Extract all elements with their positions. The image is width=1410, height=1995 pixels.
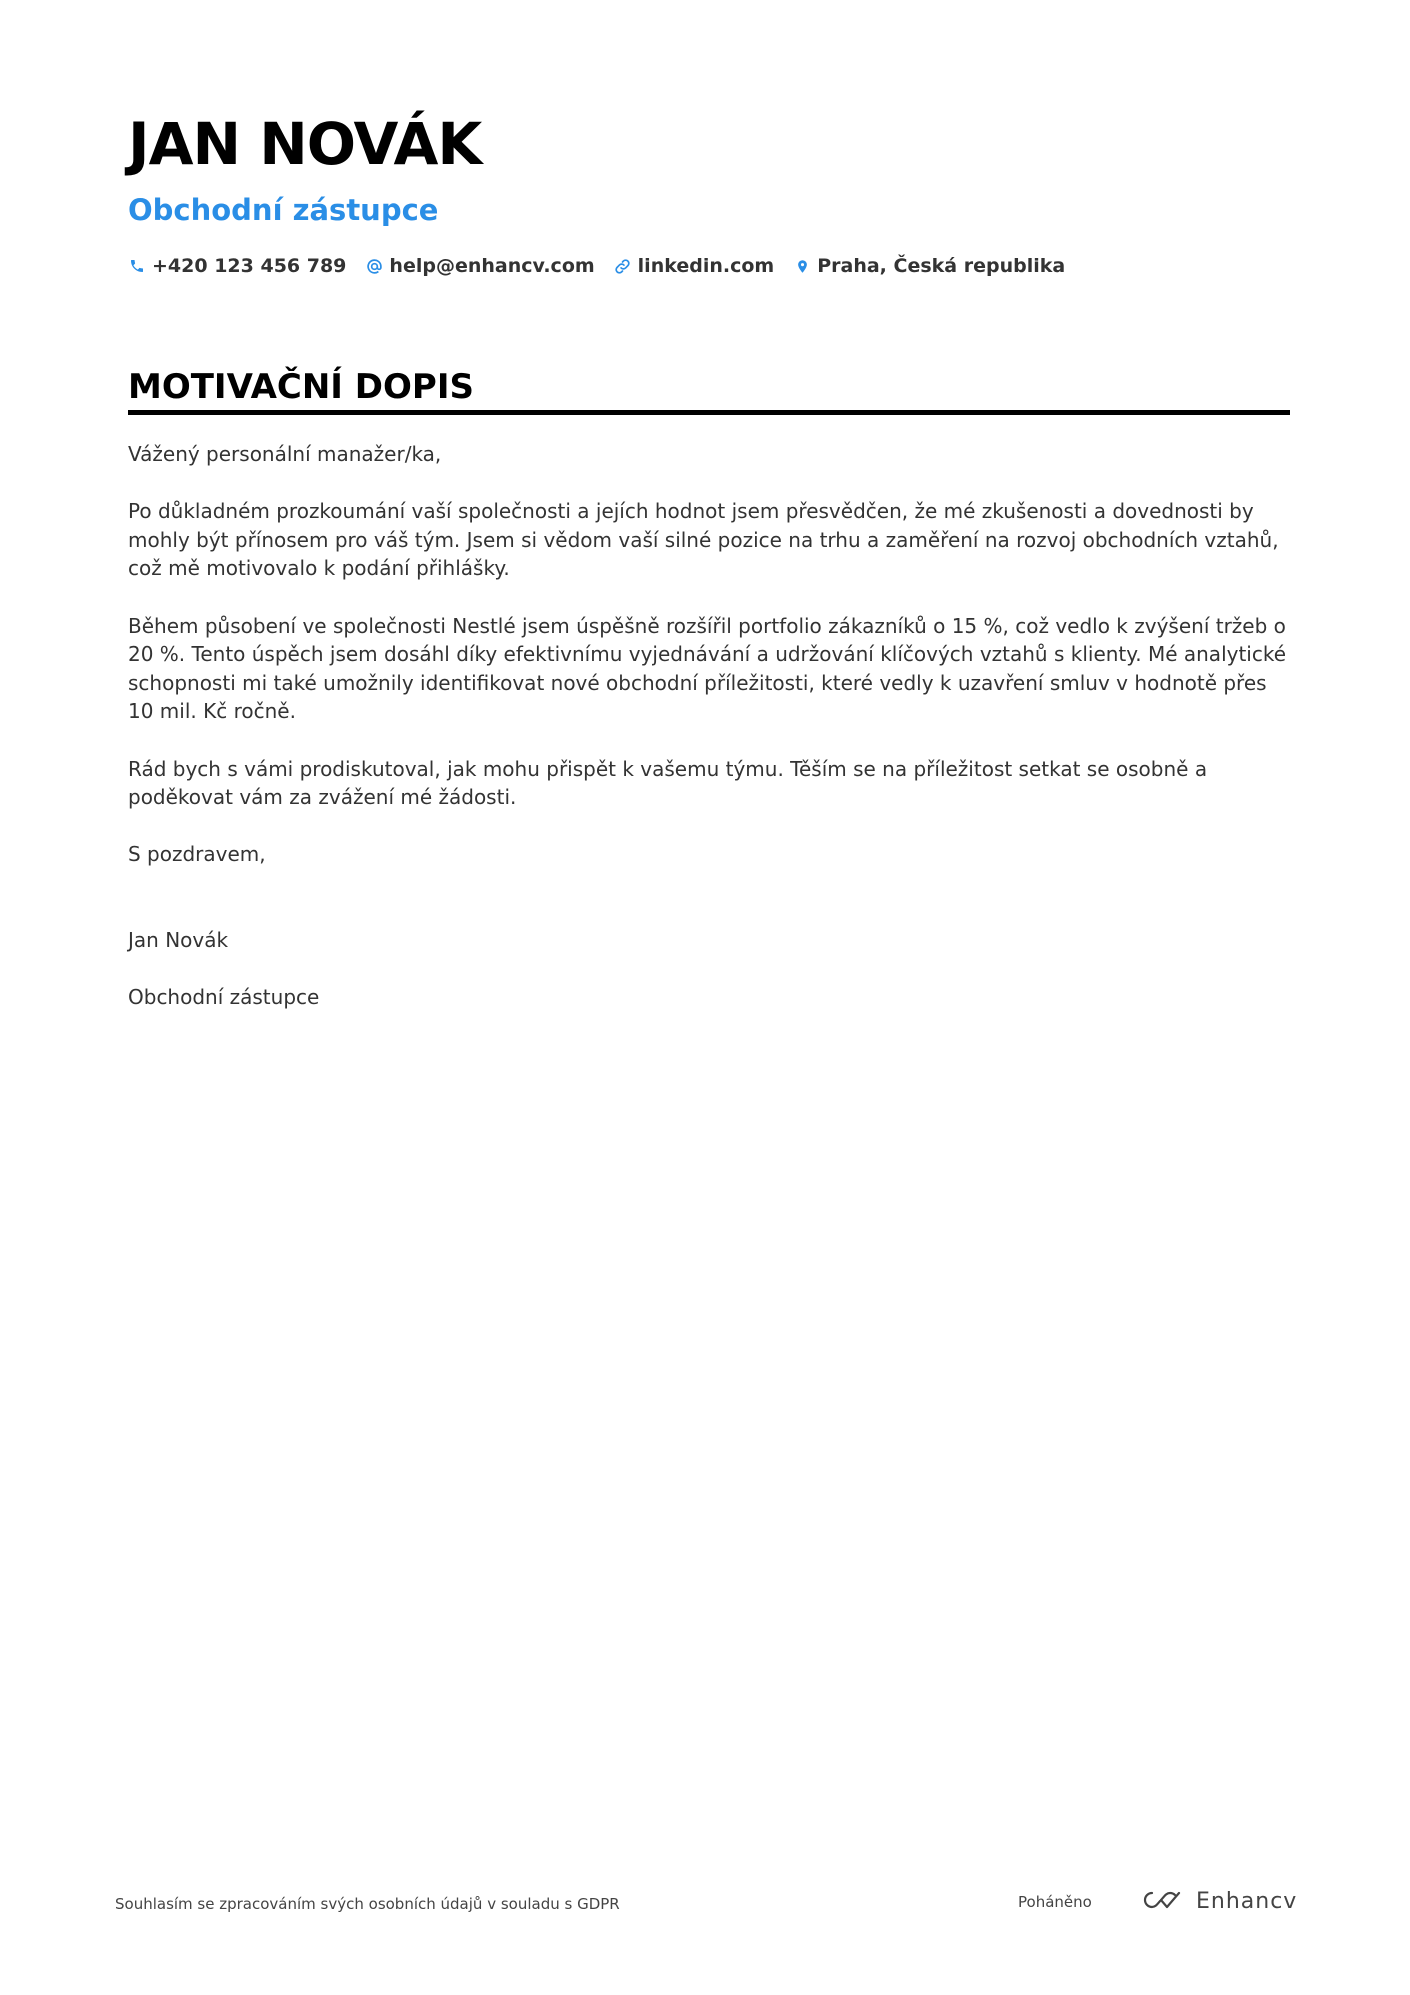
contact-phone[interactable] (128, 253, 346, 279)
phone-icon (128, 257, 146, 275)
contact-location-text: Praha, Česká republika (817, 255, 1066, 277)
link-icon (614, 257, 632, 275)
letter-body (128, 440, 1290, 1040)
letter-paragraph-1: Po důkladném prozkoumání vaší společnosti a jejích hodnot jsem přesvědčen, že mé zkušenosti a dovednosti by mohly být přínosem pro váš tým. Jsem si vědom vaší silné pozice na trhu a zaměření na rozvoj obchodních vztahů, což mě motivovalo k podání přihlášky. (128, 499, 1279, 581)
contact-email[interactable] (365, 253, 594, 279)
letter-greeting: Vážený personální manažer/ka, (128, 442, 442, 466)
letter-paragraph-3: Rád bych s vámi prodiskutoval, jak mohu přispět k vašemu týmu. Těším se na příležitost setkat se osobně a poděkovat vám za zvážení mé žádosti. (128, 756, 1208, 810)
signature-spacer (128, 898, 1290, 927)
job-title: Obchodní zástupce (128, 193, 439, 227)
contact-location (793, 253, 1065, 279)
signature-name: Jan Novák (128, 928, 229, 953)
enhancv-logo[interactable] (1138, 1887, 1297, 1917)
letter-paragraph-2: Během působení ve společnosti Nestlé jsem úspěšně rozšířil portfolio zákazníků o 15 %, což vedlo k zvýšení tržeb o 20 %. Tento úspěch jsem dosáhl díky efektivnímu vyjednávání a udržování klíčových vztahů s klienty. Mé analytické schopnosti mi také umožnily identifikovat nové obchodní příležitosti, které vedly k uzavření smluv v hodnotě přes 10 mil. Kč ročně. (128, 613, 1287, 724)
enhancv-logo-icon (1138, 1888, 1184, 1916)
signature-title: Obchodní zástupce (128, 985, 320, 1010)
section-divider (128, 410, 1290, 415)
contact-email-text: help@enhancv.com (389, 255, 595, 277)
section-title: MOTIVAČNÍ DOPIS (128, 367, 474, 407)
location-pin-icon (793, 257, 811, 275)
gdpr-consent-text: Souhlasím se zpracováním svých osobních údajů v souladu s GDPR (115, 1895, 620, 1913)
enhancv-logo-text: Enhancv (1196, 1889, 1298, 1914)
contact-phone-text: +420 123 456 789 (152, 255, 347, 277)
powered-by-label: Poháněno (1018, 1893, 1092, 1911)
contact-linkedin-text: linkedin.com (637, 255, 775, 277)
at-icon (365, 257, 383, 275)
contact-bar (128, 253, 1084, 279)
contact-linkedin[interactable] (614, 253, 775, 279)
applicant-name: JAN NOVÁK (128, 110, 482, 178)
letter-closing: S pozdravem, (128, 842, 266, 867)
